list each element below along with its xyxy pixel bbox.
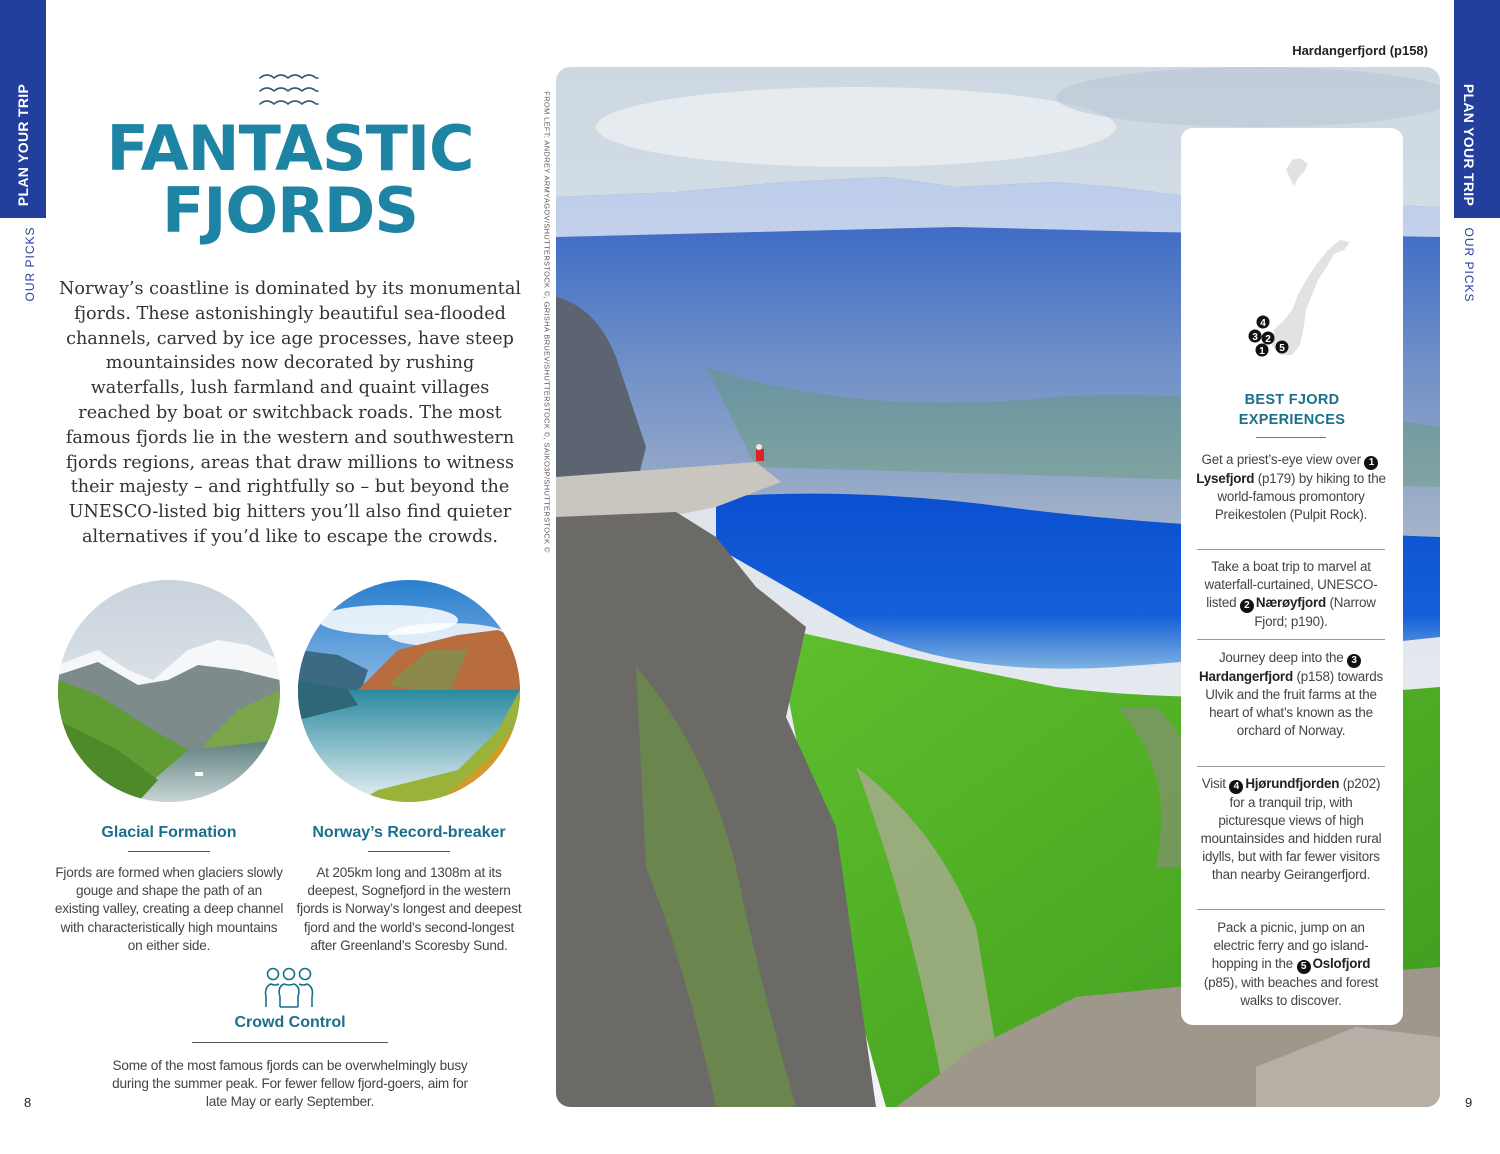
number-badge-icon: 5 xyxy=(1297,960,1311,974)
feature-body: Fjords are formed when glaciers slowly gouge and shape the path of an existing valley, creating a deep channel with characteristically high mountains on either side. xyxy=(54,865,284,953)
glacial-formation-image xyxy=(58,580,280,802)
page-number-left: 8 xyxy=(24,1095,32,1110)
feature-heading: Norway’s Record-breaker xyxy=(312,824,506,841)
norway-map-icon xyxy=(1240,150,1360,365)
fjord-name: Nærøyfjord xyxy=(1255,595,1327,610)
subsection-label: OUR PICKS xyxy=(1462,227,1476,303)
map-marker-2: 2 xyxy=(1265,334,1271,345)
number-badge-icon: 3 xyxy=(1347,654,1361,668)
section-tab-right xyxy=(1454,0,1500,218)
fjord-name: Hjørundfjorden xyxy=(1245,776,1340,791)
divider xyxy=(1197,639,1385,640)
page-title xyxy=(60,112,520,247)
crowd-heading: Crowd Control xyxy=(234,1014,346,1031)
feature-glacial-formation xyxy=(54,822,284,955)
divider xyxy=(368,851,450,852)
section-label: PLAN YOUR TRIP xyxy=(1461,83,1477,207)
number-badge-icon: 1 xyxy=(1364,456,1378,470)
fjord-name: Lysefjord xyxy=(1196,471,1255,486)
record-breaker-image xyxy=(298,580,520,802)
crowd-control-section xyxy=(100,1012,480,1112)
intro-paragraph: Norway’s coastline is dominated by its monumental fjords. These astonishingly beautiful sea-flooded channels, carved by ice age processes, have steep mountainsides now decorated by rushing waterfalls, lush farmland and quaint villages reached by boat or switchback roads. The most famous fjords lie in the western and southwestern fjords regions, areas that draw millions to witness their majesty – and rightfully so – but beyond the UNESCO-listed big hitters you’ll also find quieter alternatives if you’d like to escape the crowds. xyxy=(59,279,521,547)
divider xyxy=(128,851,210,852)
experience-item-2: Take a boat trip to marvel at waterfall-curtained, UNESCO-listed 2 Nærøyfjord (Narrow Fjord; p190). xyxy=(1204,559,1378,629)
photo-credit: FROM LEFT: ANDREY ARMYAGOV/SHUTTERSTOCK ©, GRISHA BRUEV/SHUTTERSTOCK ©, SAIKO3P/SHUTTERSTOCK © xyxy=(542,91,552,553)
crowd-icon xyxy=(263,967,315,1009)
experience-item-1: Get a priest’s-eye view over 1Lysefjord (p179) by hiking to the world-famous promontory Preikestolen (Pulpit Rock). xyxy=(1196,452,1386,522)
divider xyxy=(1197,766,1385,767)
waves-icon xyxy=(258,72,320,112)
divider xyxy=(1197,549,1385,550)
map-marker-5: 5 xyxy=(1279,343,1285,354)
crowd-body: Some of the most famous fjords can be overwhelmingly busy during the summer peak. For fewer fellow fjord-goers, aim for late May or early September. xyxy=(112,1058,468,1110)
experience-item-4: Visit 4 Hjørundfjorden (p202) for a tranquil trip, with picturesque views of high mountainsides and hidden rural idylls, but with far fewer visitors than nearby Geirangerfjord. xyxy=(1200,776,1382,882)
section-label: PLAN YOUR TRIP xyxy=(15,83,31,207)
title-line-2: FJORDS xyxy=(162,174,418,247)
experience-item-5: Pack a picnic, jump on an electric ferry and go island-hopping in the 5 Oslofjord (p85), with beaches and forest walks to discover. xyxy=(1203,920,1379,1008)
feature-heading: Glacial Formation xyxy=(101,824,237,841)
title-line-1: FANTASTIC xyxy=(106,112,474,185)
number-badge-icon: 4 xyxy=(1229,780,1243,794)
fjord-name: Hardangerfjord xyxy=(1199,669,1293,684)
section-tab-left xyxy=(0,0,46,218)
card-title: BEST FJORD EXPERIENCES xyxy=(1238,392,1346,428)
subsection-label: OUR PICKS xyxy=(23,226,37,302)
photo-caption: Hardangerfjord (p158) xyxy=(1292,43,1428,58)
fjord-name: Oslofjord xyxy=(1312,956,1371,971)
divider xyxy=(1256,437,1326,438)
number-badge-icon: 2 xyxy=(1240,599,1254,613)
feature-body: At 205km long and 1308m at its deepest, Sognefjord in the western fjords is Norway’s longest and deepest fjord and the world’s second-longest after Greenland’s Scoresby Sund. xyxy=(296,865,522,953)
map-marker-1: 1 xyxy=(1259,346,1265,357)
map-marker-4: 4 xyxy=(1260,318,1266,329)
map-marker-3: 3 xyxy=(1252,332,1258,343)
divider xyxy=(192,1042,388,1043)
divider xyxy=(1197,909,1385,910)
experience-item-3: Journey deep into the 3Hardangerfjord (p158) towards Ulvik and the fruit farms at the heart of what’s known as the orchard of Norway. xyxy=(1199,650,1383,738)
feature-record-breaker xyxy=(294,822,524,955)
page-number-right: 9 xyxy=(1465,1095,1473,1110)
